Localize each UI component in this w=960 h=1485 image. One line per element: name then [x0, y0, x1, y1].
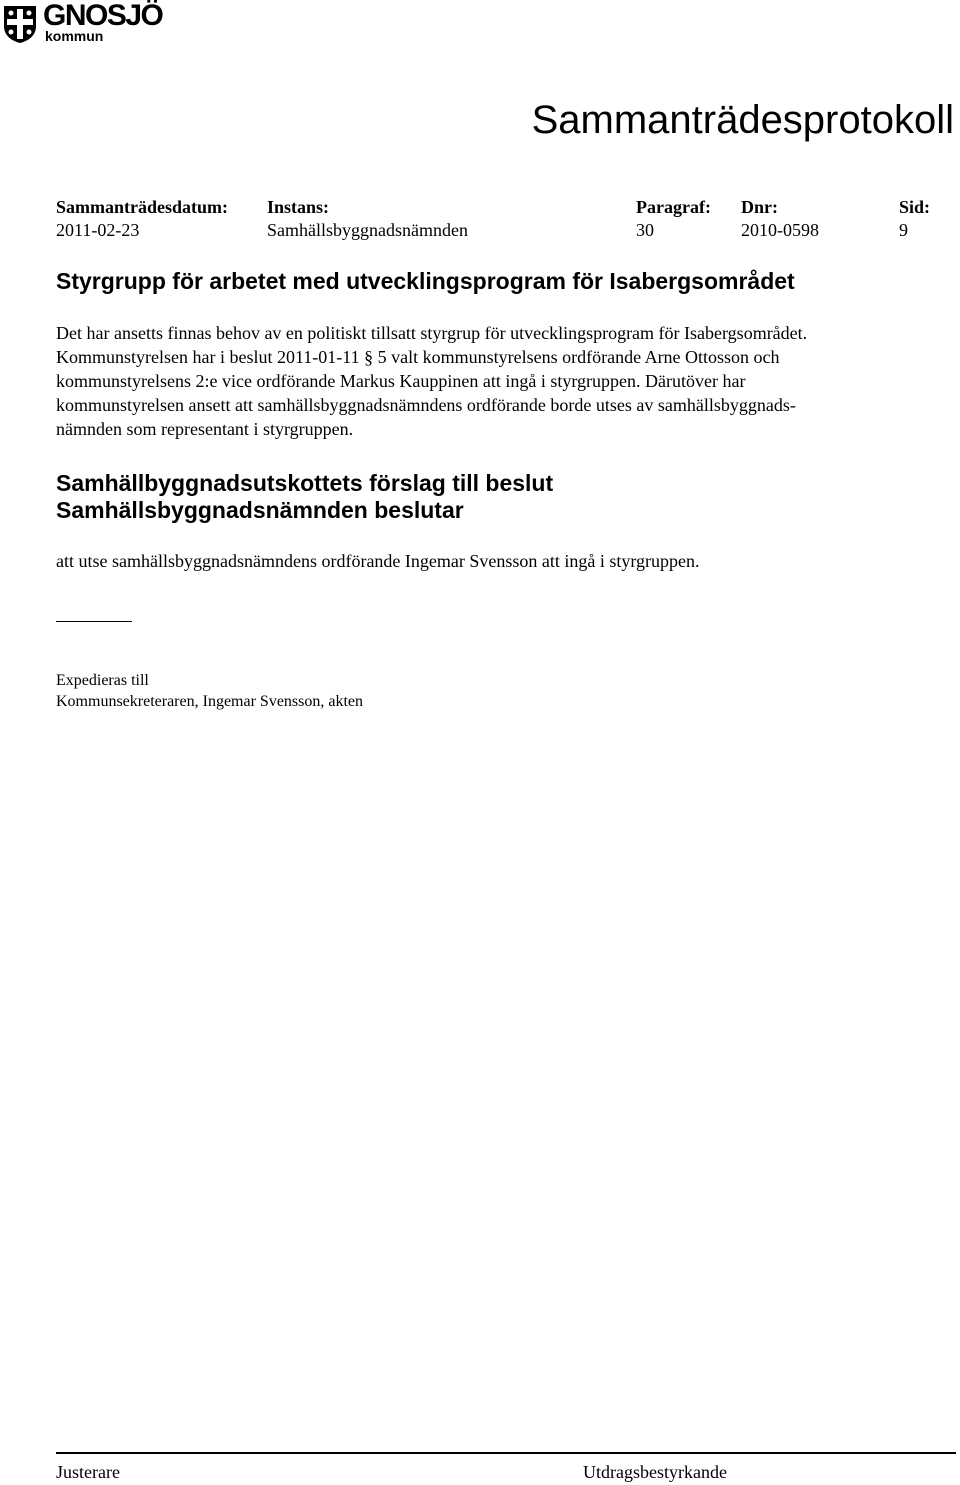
paragraph-value: 30: [636, 220, 654, 240]
date-label: Sammanträdesdatum:: [56, 197, 229, 217]
footer-divider: [56, 1452, 956, 1454]
dnr-label: Dnr:: [741, 197, 778, 217]
matter-line-3: kommunstyrelsens 2:e vice ordförande Markus Kauppinen att ingå i styrgruppen. Därutöver har: [56, 371, 746, 391]
page-value: 9: [899, 220, 908, 240]
distribution-block: [56, 670, 363, 712]
matter-line-2: Kommunstyrelsen har i beslut 2011-01-11 § 5 valt kommunstyrelsens ordförande Arne Ottosson och: [56, 347, 780, 367]
distribution-label: Expedieras till: [56, 672, 149, 689]
decision-heading: Samhällsbyggnadsnämnden beslutar: [56, 497, 464, 523]
distribution-recipients: Kommunsekreteraren, Ingemar Svensson, akten: [56, 693, 364, 710]
paragraph-label: Paragraf:: [636, 197, 711, 217]
decision-text: att utse samhällsbyggnadsnämndens ordförande Ingemar Svensson att ingå i styrgruppen.: [56, 551, 700, 571]
page-label: Sid:: [899, 197, 931, 217]
crest-icon: [2, 4, 38, 44]
matter-line-1: Det har ansetts finnas behov av en politiskt tillsatt styrgrup för utvecklingsprogram för Isabergsområdet.: [56, 323, 808, 343]
proposal-heading: Samhällbyggnadsutskottets förslag till beslut: [56, 470, 554, 496]
justerare-label: Justerare: [56, 1462, 120, 1482]
instance-value: Samhällsbyggnadsnämnden: [267, 220, 468, 240]
date-value: 2011-02-23: [56, 220, 140, 240]
utdragsbestyrkande-label: Utdragsbestyrkande: [583, 1462, 727, 1482]
matter-body: [56, 321, 936, 441]
logo-subtitle: kommun: [45, 28, 104, 44]
matter-line-5: nämnden som representant i styrgruppen.: [56, 419, 354, 439]
municipality-logo: [0, 0, 175, 48]
document-title: Sammanträdesprotokoll: [531, 98, 954, 142]
dnr-value: 2010-0598: [741, 220, 819, 240]
matter-line-4: kommunstyrelsen ansett att samhällsbyggnadsnämndens ordförande borde utses av samhällsbyggnads-: [56, 395, 796, 415]
section-divider: [56, 621, 132, 622]
matter-heading: Styrgrupp för arbetet med utvecklingsprogram för Isabergsområdet: [56, 268, 795, 294]
logo-name: GNOSJÖ: [43, 0, 163, 32]
instance-label: Instans:: [267, 197, 330, 217]
